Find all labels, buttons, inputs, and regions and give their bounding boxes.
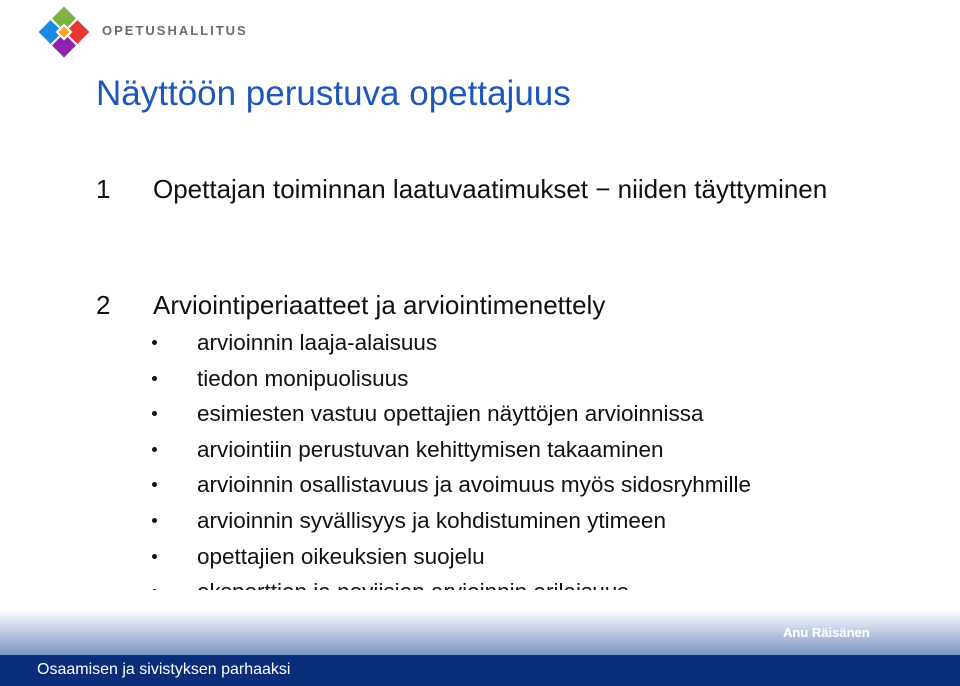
item-number: 1	[96, 174, 111, 204]
footer-gradient	[0, 590, 960, 655]
item-text: Arviointiperiaatteet ja arviointimenettely	[153, 290, 606, 320]
opetushallitus-logo-icon	[36, 4, 92, 60]
footer-tagline: Osaamisen ja sivistyksen parhaaksi	[37, 661, 291, 678]
bullet-icon	[152, 411, 157, 416]
author-name: Anu Räisänen	[783, 625, 870, 640]
page-title: Näyttöön perustuva opettajuus	[96, 74, 571, 113]
bullet-icon	[152, 447, 157, 452]
slide: OPETUSHALLITUS Näyttöön perustuva opettajuus 1 Opettajan toiminnan laatuvaatimukset − niiden täyttyminen 2 Arviointiperiaatteet ja arviointimenettely arvioinnin laaja-alaisuus tiedon monipuolisuus esimiesten vastuu opettajien näyttöjen arvioinnissa arviointiin perustuvan kehittymisen takaaminen arvioinnin osallistavuus ja avoimuus myös sidosryhmille arvioinnin syvällisyys ja kohdistuminen ytimeen opettajien oikeuksien suojelu Anu Räisänen Osaamisen ja sivistyksen parhaaksi	[0, 0, 960, 686]
item-text: Opettajan toiminnan laatuvaatimukset − niiden täyttyminen	[153, 174, 828, 204]
bullet-icon	[152, 554, 157, 559]
org-name: OPETUSHALLITUS	[102, 23, 248, 38]
bullet-icon	[152, 482, 157, 487]
bullet-icon	[152, 340, 157, 345]
bullet-icon	[152, 518, 157, 523]
item-number: 2	[96, 290, 111, 320]
footer-bar	[0, 655, 960, 686]
bullet-icon	[152, 376, 157, 381]
